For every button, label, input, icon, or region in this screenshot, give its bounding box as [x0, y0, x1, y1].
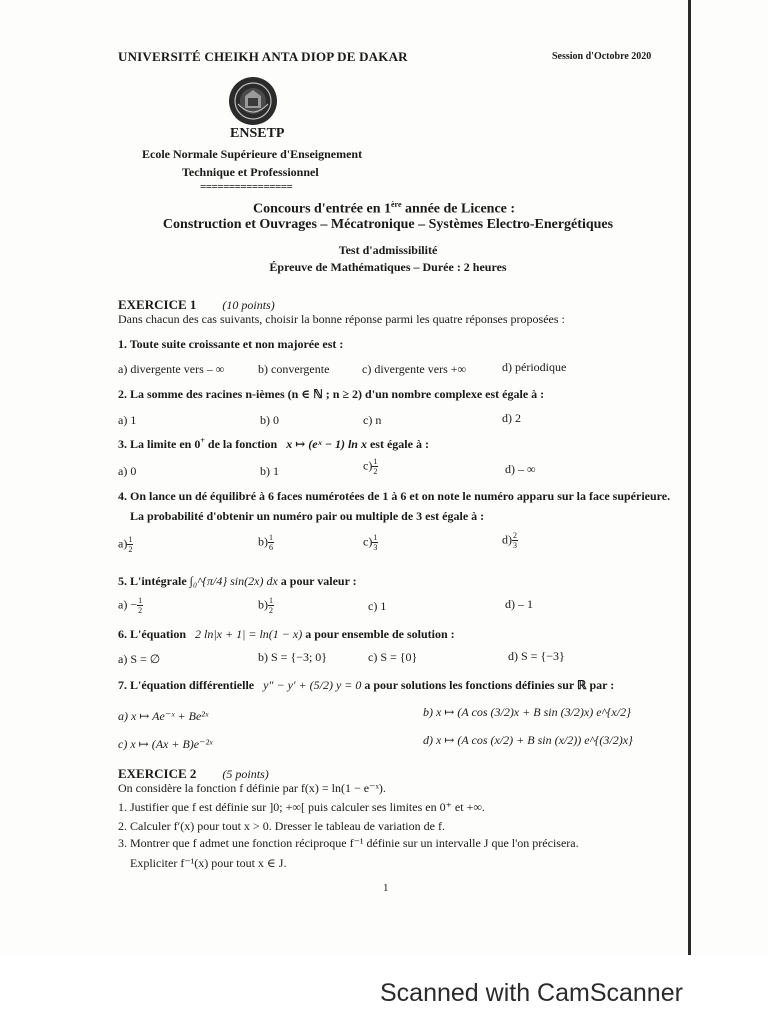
q2-option-a: a) 1: [118, 413, 137, 427]
q5-option-b: b) $\frac{1}{2}$: [258, 596, 273, 615]
q6-equation: 2 ln|x + 1| = ln(1 − x): [195, 627, 303, 641]
exercise2-intro: On considère la fonction f définie par f(x) = ln(1 − e⁻ˣ).: [118, 781, 386, 795]
q3-option-c: c) $\frac{1}{2}$: [363, 457, 378, 476]
q3-function-formula: x ↦ (eˣ − 1) ln x: [286, 437, 367, 451]
q5-integral: ∫₀^{π/4} sin(2x) dx: [189, 574, 278, 588]
q1-option-d: d) périodique: [502, 360, 567, 374]
test-type: Test d'admissibilité: [338, 243, 438, 257]
exercise2-item3: 3. Montrer que f admet une fonction réciproque f⁻¹ définie sur un intervalle J que l'on précisera.: [118, 836, 579, 850]
q1-option-b: b) convergente: [258, 362, 330, 376]
exercise1-instructions: Dans chacun des cas suivants, choisir la bonne réponse parmi les quatre réponses proposées :: [118, 312, 565, 326]
question6-text: 6. L'équation 2 ln|x + 1| = ln(1 − x) a pour ensemble de solution :: [118, 627, 455, 641]
school-name-line2: Technique et Professionnel: [182, 165, 319, 179]
q5-option-a: a) − $\frac{1}{2}$: [118, 596, 143, 615]
university-name: UNIVERSITÉ CHEIKH ANTA DIOP DE DAKAR: [118, 49, 408, 64]
q1-option-c: c) divergente vers +∞: [362, 362, 467, 376]
exercise1-points: (10 points): [222, 298, 275, 312]
q2-option-d: d) 2: [502, 411, 521, 425]
school-acronym: ENSETP: [230, 126, 285, 141]
q1-option-a: a) divergente vers – ∞: [118, 362, 225, 376]
question2-text: 2. La somme des racines n-ièmes (n ∈ ℕ ; n ≥ 2) d'un nombre complexe est égale à :: [118, 387, 545, 401]
question1-text: 1. Toute suite croissante et non majorée est :: [118, 337, 344, 351]
q5-option-c: c) 1: [368, 599, 387, 613]
camscanner-watermark: Scanned with CamScanner: [380, 979, 683, 1007]
q2-option-b: b) 0: [260, 413, 279, 427]
fraction: $\frac{1}{2}$: [373, 457, 378, 476]
q6-option-c: c) S = {0}: [368, 650, 418, 664]
q3-option-a: a) 0: [118, 464, 137, 478]
session-label: Session d'Octobre 2020: [552, 51, 652, 62]
exercise2-item3-continued: Expliciter f⁻¹(x) pour tout x ∈ J.: [130, 856, 287, 870]
exercise2-points: (5 points): [222, 767, 269, 781]
q7-option-c: c) x ↦ (Ax + B)e⁻²ˣ: [118, 737, 213, 751]
exam-programs: Construction et Ouvrages – Mécatronique – Systèmes Electro-Energétiques: [162, 217, 614, 232]
exercise2-item1: 1. Justifier que f est définie sur ]0; +∞[ puis calculer ses limites en 0⁺ et +∞.: [118, 800, 485, 814]
separator: ================: [200, 181, 293, 193]
q5-option-d: d) – 1: [505, 597, 533, 611]
q4-option-a: a) $\frac{1}{2}$: [118, 535, 133, 554]
exercise2-item2: 2. Calculer f′(x) pour tout x > 0. Dresser le tableau de variation de f.: [118, 819, 445, 833]
q3-option-d: d) – ∞: [505, 462, 536, 476]
q7-option-b: b) x ↦ (A cos (3/2)x + B sin (3/2)x) e^{x/2}: [423, 705, 631, 719]
q7-option-d: d) x ↦ (A cos (x/2) + B sin (x/2)) e^{(3/2)x}: [423, 733, 633, 747]
q3-option-b: b) 1: [260, 464, 279, 478]
exercise1-title: EXERCICE 1: [118, 297, 197, 312]
q2-option-c: c) n: [363, 413, 382, 427]
page-number: 1: [383, 882, 389, 894]
q7-option-a: a) x ↦ Ae⁻ˣ + Be²ˣ: [118, 709, 209, 723]
q4-option-b: b) $\frac{1}{6}$: [258, 533, 273, 552]
exam-title: Concours d'entrée en 1ère année de Licence :: [252, 200, 516, 217]
question5-text: 5. L'intégrale ∫₀^{π/4} sin(2x) dx a pour valeur :: [118, 574, 357, 588]
exam-subject-duration: Épreuve de Mathématiques – Durée : 2 heures: [269, 260, 507, 274]
q4-option-d: d) $\frac{2}{3}$: [502, 531, 517, 550]
question4-text-line2: La probabilité d'obtenir un numéro pair ou multiple de 3 est égale à :: [130, 509, 485, 523]
question4-text-line1: 4. On lance un dé équilibré à 6 faces numérotées de 1 à 6 et on note le numéro apparu sur la face supérieure.: [118, 489, 671, 503]
q6-option-d: d) S = {−3}: [508, 649, 565, 663]
school-name-line1: Ecole Normale Supérieure d'Enseignement: [142, 147, 363, 161]
q6-option-a: a) S = ∅: [118, 652, 161, 666]
university-seal-logo: [228, 76, 278, 126]
question7-text: 7. L'équation différentielle y" − y′ + (5/2) y = 0 a pour solutions les fonctions définies sur ℝ par :: [118, 678, 615, 692]
q6-option-b: b) S = {−3; 0}: [258, 650, 328, 664]
q7-equation: y" − y′ + (5/2) y = 0: [263, 678, 362, 692]
page-edge: [688, 0, 691, 955]
question3-text: 3. La limite en 0+ de la fonction x ↦ (eˣ − 1) ln x est égale à :: [118, 436, 429, 451]
q4-option-c: c) $\frac{1}{3}$: [363, 533, 378, 552]
exercise2-title: EXERCICE 2: [118, 766, 197, 781]
